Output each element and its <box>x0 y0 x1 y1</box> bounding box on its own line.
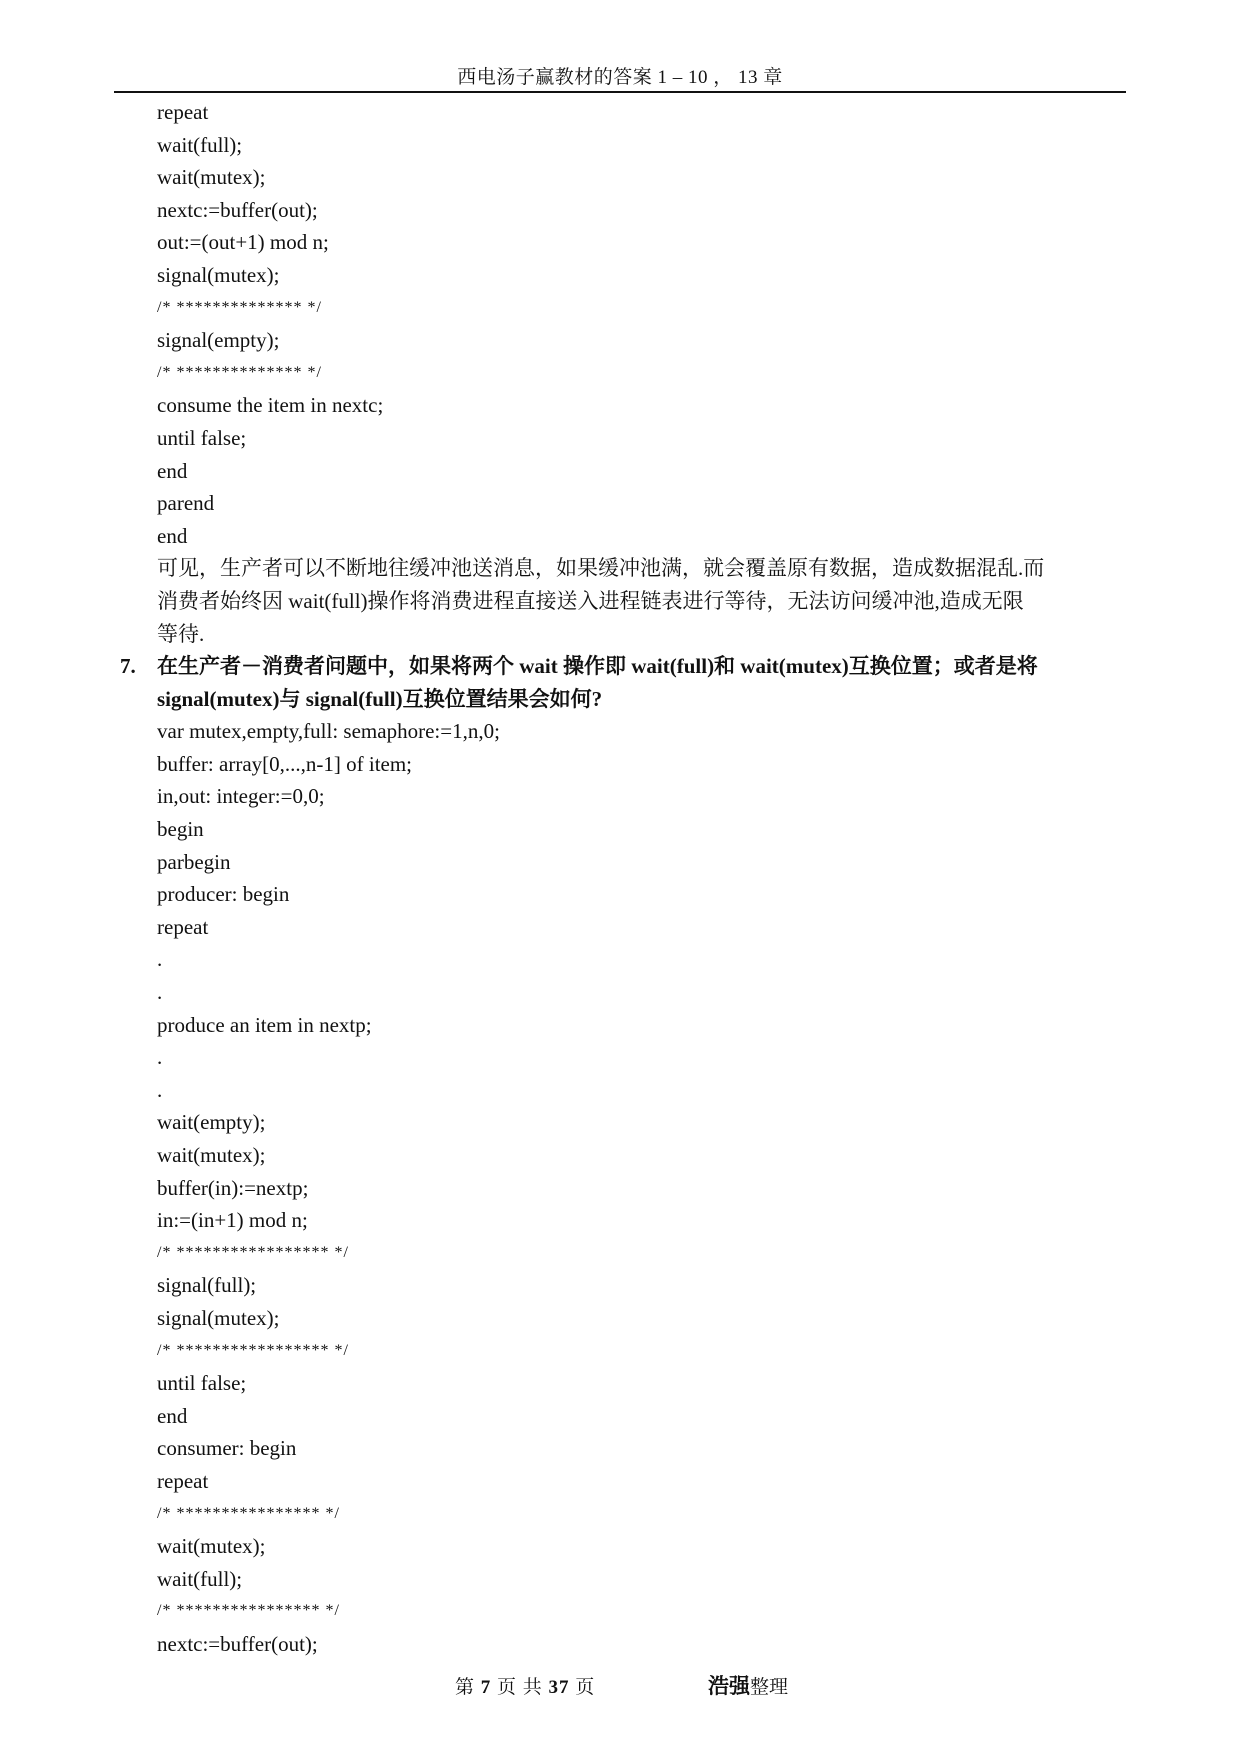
code-block-consumer-end <box>157 96 1117 552</box>
code-line: consume the item in nextc; <box>157 393 384 418</box>
comment-line: /* ************** */ <box>157 363 322 381</box>
comment-line: /* ***************** */ <box>157 1243 349 1261</box>
question-number: 7. <box>120 654 136 679</box>
code-line: signal(full); <box>157 1273 257 1298</box>
code-line: signal(empty); <box>157 328 280 353</box>
code-line: signal(mutex); <box>157 1305 280 1330</box>
question-7 <box>120 650 1117 715</box>
page-body <box>120 96 1117 1661</box>
comment-line: /* ************** */ <box>157 298 322 316</box>
code-line: in,out: integer:=0,0; <box>157 784 325 809</box>
editor-name: 浩强 <box>708 1674 750 1698</box>
explanation-paragraph <box>157 552 1117 650</box>
running-header: 西电汤子赢教材的答案 1 – 10 ， 13 章 <box>457 67 783 88</box>
question-text-line: 在生产者－消费者问题中，如果将两个 wait 操作即 wait(full)和 wait(mutex)互换位置；或者是将 <box>157 654 1038 679</box>
header-rule <box>114 91 1126 93</box>
code-line: repeat <box>157 914 209 939</box>
comment-line: /* ***************** */ <box>157 1341 349 1359</box>
comment-line: /* **************** */ <box>157 1504 340 1522</box>
code-line: nextc:=buffer(out); <box>157 1631 318 1656</box>
code-line: . <box>157 1045 163 1070</box>
code-line: until false; <box>157 425 247 450</box>
code-line: parbegin <box>157 849 231 874</box>
editor-credit: 浩强整理 <box>708 1674 789 1698</box>
code-line: in:=(in+1) mod n; <box>157 1208 308 1233</box>
explanation-line: 消费者始终因 wait(full)操作将消费进程直接送入进程链表进行等待，无法访问缓冲池,造成无限 <box>157 588 1024 613</box>
code-line: consumer: begin <box>157 1436 297 1461</box>
code-line: wait(mutex); <box>157 165 266 190</box>
code-line: wait(mutex); <box>157 1534 266 1559</box>
code-line: end <box>157 458 188 483</box>
code-line: out:=(out+1) mod n; <box>157 230 329 255</box>
code-block-producer-consumer <box>157 715 1117 1660</box>
code-line: until false; <box>157 1371 247 1396</box>
code-line: wait(empty); <box>157 1110 266 1135</box>
page-footer <box>0 1672 1241 1702</box>
code-line: wait(mutex); <box>157 1143 266 1167</box>
code-line: end <box>157 523 188 548</box>
code-line: . <box>157 1077 163 1102</box>
code-line: signal(mutex); <box>157 262 280 287</box>
code-line: buffer: array[0,...,n-1] of item; <box>157 751 413 776</box>
code-line: repeat <box>157 1468 209 1493</box>
code-line: begin <box>157 817 204 842</box>
code-line: buffer(in):=nextp; <box>157 1175 309 1200</box>
code-line: nextc:=buffer(out); <box>157 197 318 222</box>
explanation-line: 等待. <box>157 621 205 646</box>
code-line: repeat <box>157 100 209 124</box>
code-line: end <box>157 1403 188 1428</box>
code-line: wait(full); <box>157 1566 243 1591</box>
code-line: produce an item in nextp; <box>157 1012 372 1037</box>
comment-line: /* **************** */ <box>157 1602 340 1620</box>
code-line: . <box>157 947 163 972</box>
page-number: 第 7 页 共 37 页 <box>455 1677 596 1698</box>
code-line: var mutex,empty,full: semaphore:=1,n,0; <box>157 719 500 744</box>
explanation-line: 可见，生产者可以不断地往缓冲池送消息，如果缓冲池满，就会覆盖原有数据，造成数据混乱.而 <box>157 556 1045 581</box>
question-text-line: signal(mutex)与 signal(full)互换位置结果会如何? <box>157 686 603 711</box>
code-line: producer: begin <box>157 882 290 907</box>
code-line: parend <box>157 491 215 516</box>
code-line: wait(full); <box>157 132 243 157</box>
code-line: . <box>157 980 163 1005</box>
